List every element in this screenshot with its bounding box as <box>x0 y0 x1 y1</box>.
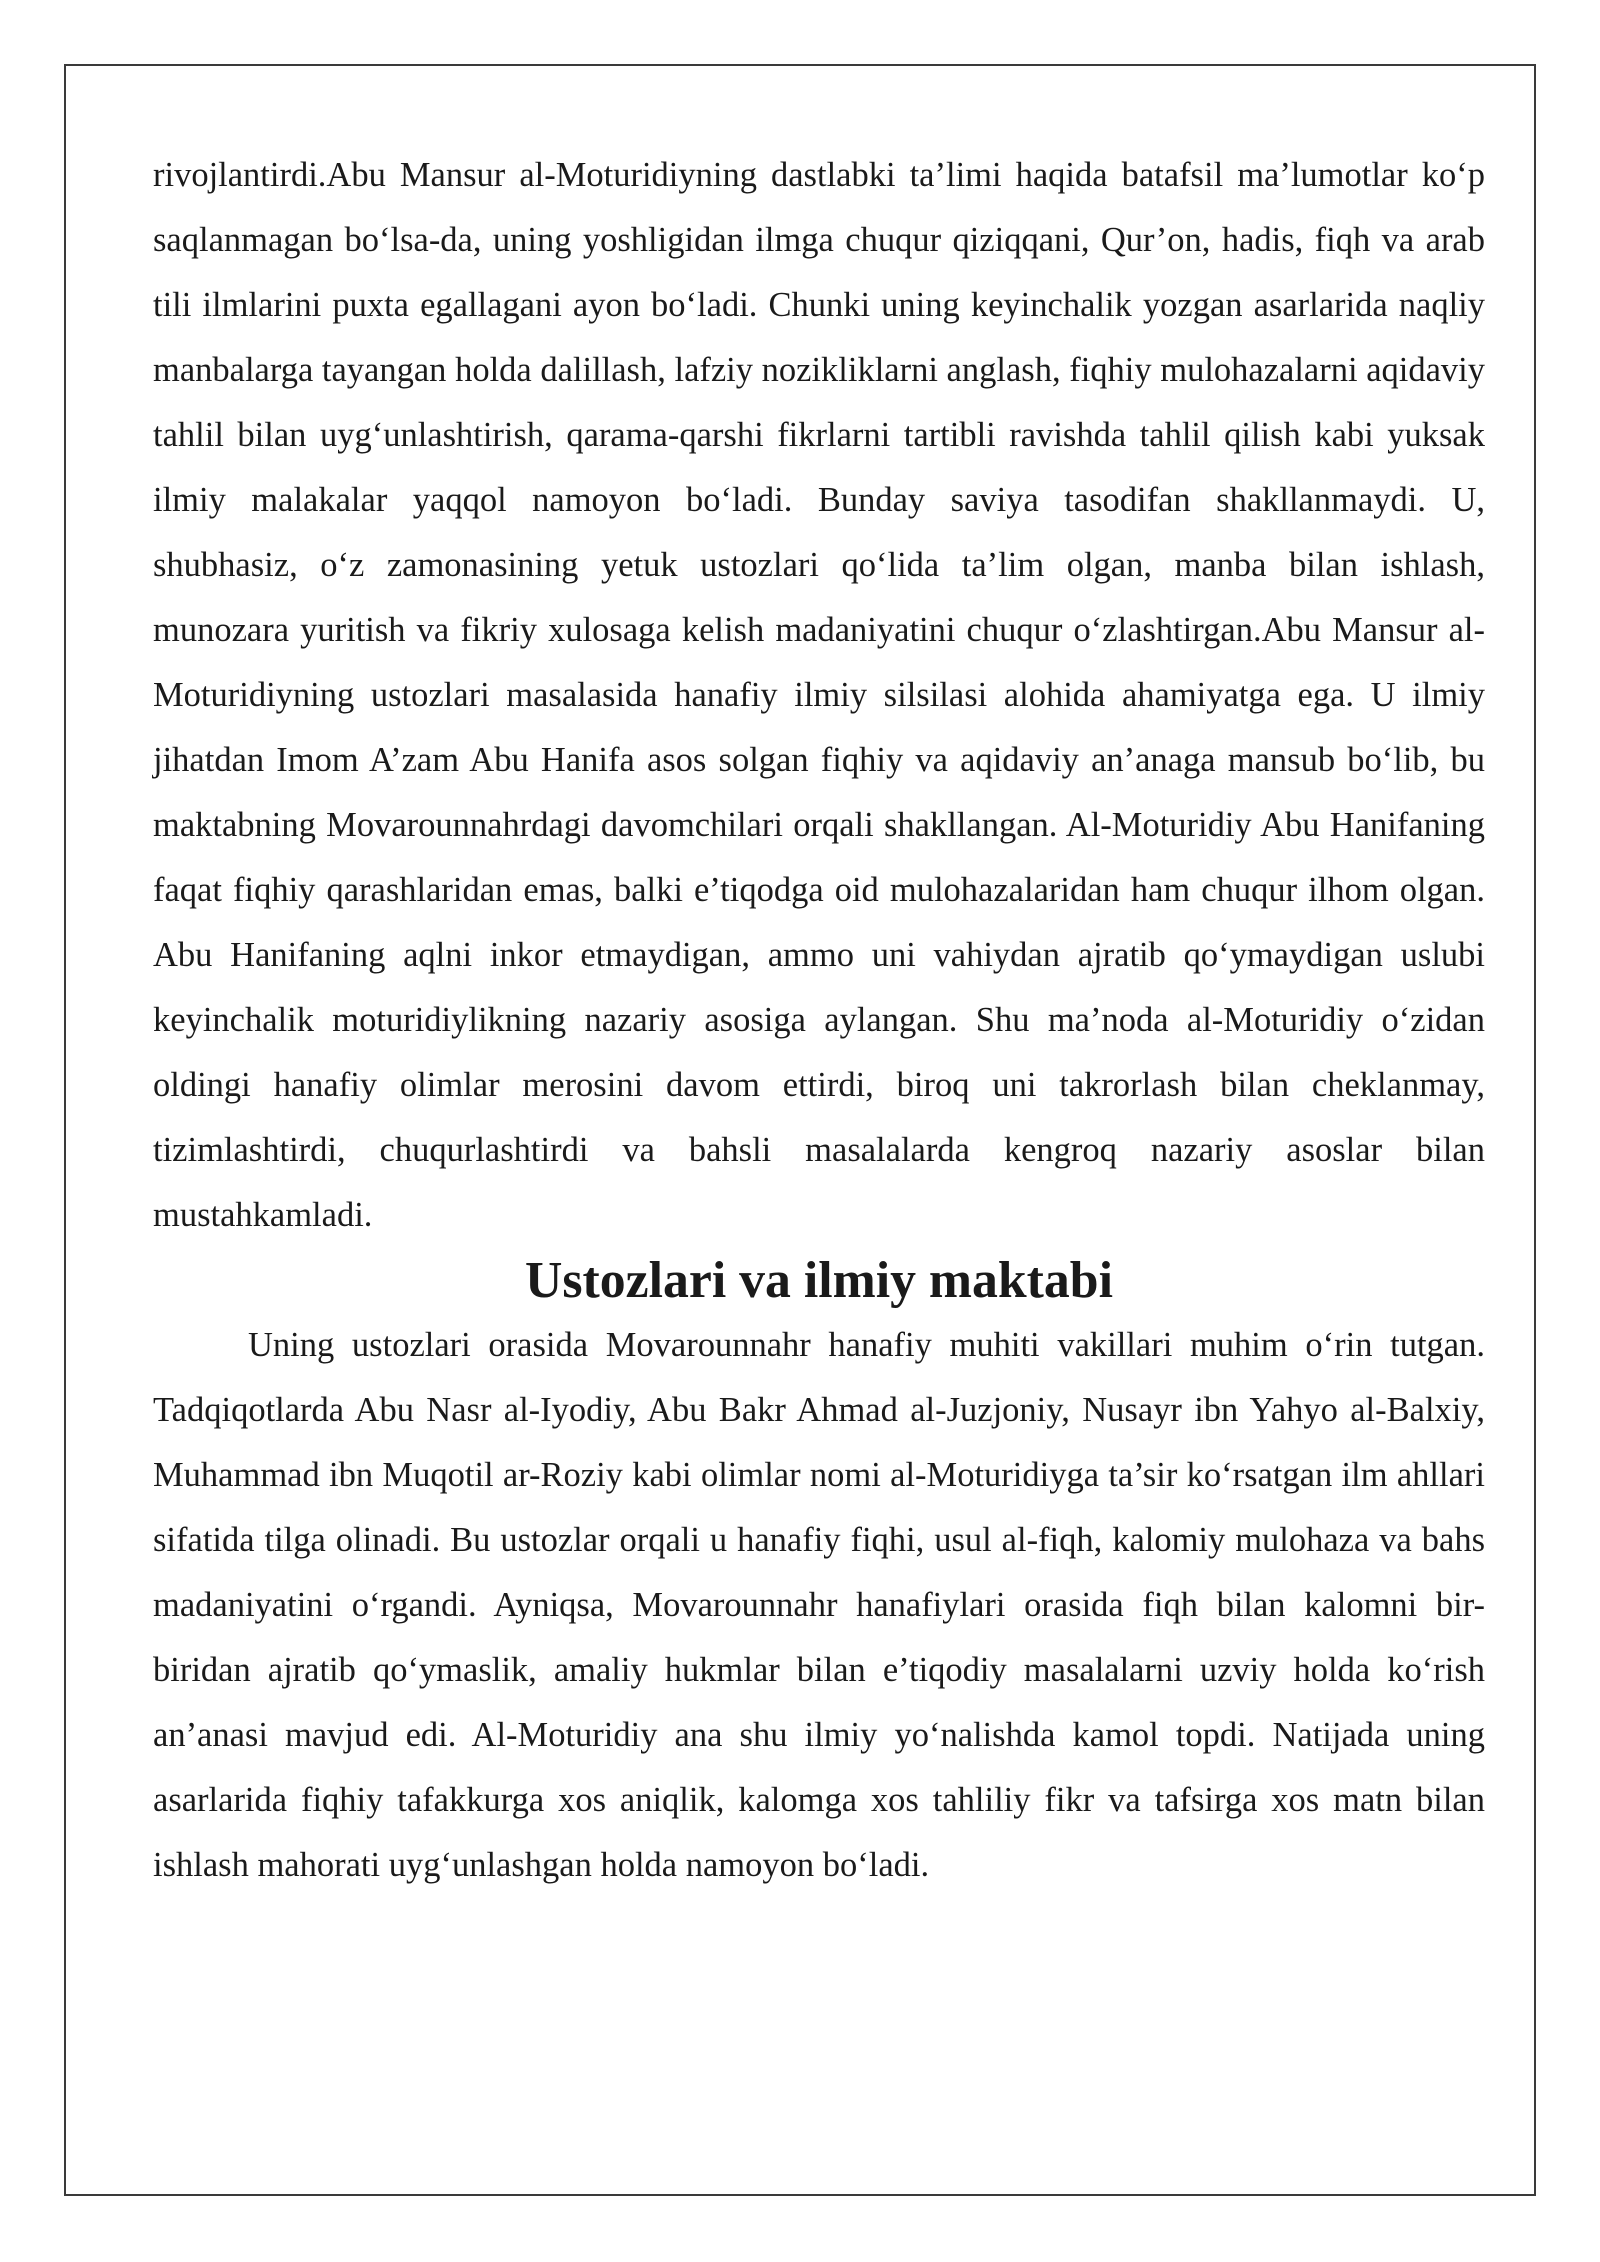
document-body <box>153 143 1485 1898</box>
paragraph-teachers: Uning ustozlari orasida Movarounnahr hanafiy muhiti vakillari muhim o‘rin tutgan. Tadqiqotlarda Abu Nasr al-Iyodiy, Abu Bakr Ahmad al-Juzjoniy, Nusayr ibn Yahyo al-Balxiy, Muhammad ibn Muqotil ar-Roziy kabi olimlar nomi al-Moturidiyga ta’sir ko‘rsatgan ilm ahllari sifatida tilga olinadi. Bu ustozlar orqali u hanafiy fiqhi, usul al-fiqh, kalomiy mulohaza va bahs madaniyatini o‘rgandi. Ayniqsa, Movarounnahr hanafiylari orasida fiqh bilan kalomni bir-biridan ajratib qo‘ymaslik, amaliy hukmlar bilan e’tiqodiy masalalarni uzviy holda ko‘rish an’anasi mavjud edi. Al-Moturidiy ana shu ilmiy yo‘nalishda kamol topdi. Natijada uning asarlarida fiqhiy tafakkurga xos aniqlik, kalomga xos tahliliy fikr va tafsirga xos matn bilan ishlash mahorati uyg‘unlashgan holda namoyon bo‘ladi. <box>153 1326 1485 1884</box>
section-heading: Ustozlari va ilmiy maktabi <box>525 1252 1113 1309</box>
paragraph-intro: rivojlantirdi.Abu Mansur al-Moturidiyning dastlabki ta’limi haqida batafsil ma’lumotlar ko‘p saqlanmagan bo‘lsa-da, uning yoshligidan ilmga chuqur qiziqqani, Qur’on, hadis, fiqh va arab tili ilmlarini puxta egallagani ayon bo‘ladi. Chunki uning keyinchalik yozgan asarlarida naqliy manbalarga tayangan holda dalillash, lafziy nozikliklarni anglash, fiqhiy mulohazalarni aqidaviy tahlil bilan uyg‘unlashtirish, qarama-qarshi fikrlarni tartibli ravishda tahlil qilish kabi yuksak ilmiy malakalar yaqqol namoyon bo‘ladi. Bunday saviya tasodifan shakllanmaydi. U, shubhasiz, o‘z zamonasining yetuk ustozlari qo‘lida ta’lim olgan, manba bilan ishlash, munozara yuritish va fikriy xulosaga kelish madaniyatini chuqur o‘zlashtirgan.Abu Mansur al-Moturidiyning ustozlari masalasida hanafiy ilmiy silsilasi alohida ahamiyatga ega. U ilmiy jihatdan Imom A’zam Abu Hanifa asos solgan fiqhiy va aqidaviy an’anaga mansub bo‘lib, bu maktabning Movarounnahrdagi davomchilari orqali shakllangan. Al-Moturidiy Abu Hanifaning faqat fiqhiy qarashlaridan emas, balki e’tiqodga oid mulohazalaridan ham chuqur ilhom olgan. Abu Hanifaning aqlni inkor etmaydigan, ammo uni vahiydan ajratib qo‘ymaydigan uslubi keyinchalik moturidiylikning nazariy asosiga aylangan. Shu ma’noda al-Moturidiy o‘zidan oldingi hanafiy olimlar merosini davom ettirdi, biroq uni takrorlash bilan cheklanmay, tizimlashtirdi, chuqurlashtirdi va bahsli masalalarda kengroq nazariy asoslar bilan mustahkamladi. <box>153 156 1485 1234</box>
